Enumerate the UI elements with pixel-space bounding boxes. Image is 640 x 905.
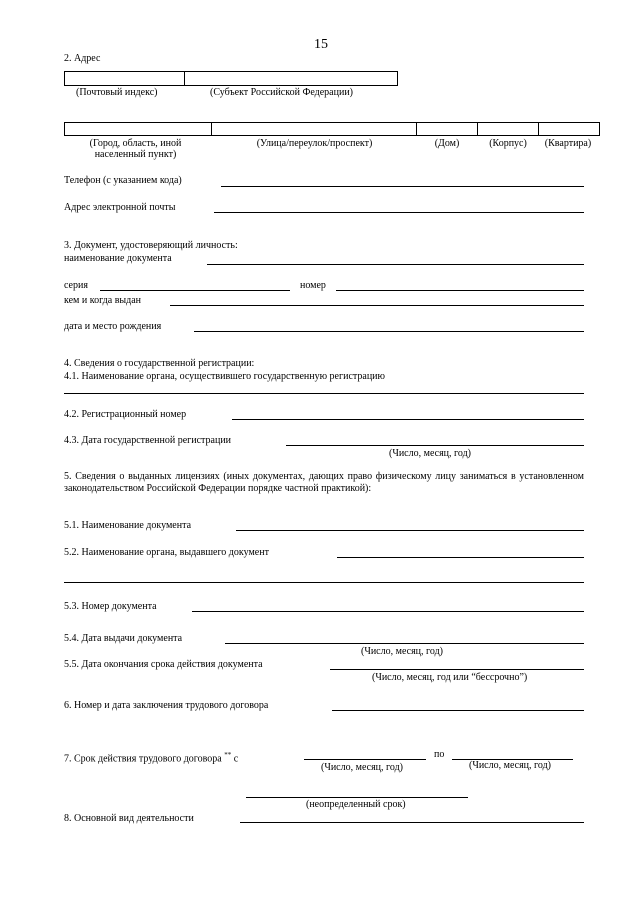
building-box[interactable] (477, 122, 539, 136)
building-caption: (Корпус) (489, 138, 527, 149)
license-doc-name-label: 5.1. Наименование документа (64, 520, 192, 531)
series-field[interactable] (100, 290, 290, 291)
section-address-heading: 2. Адрес (64, 53, 101, 64)
postal-code-caption: (Почтовый индекс) (76, 87, 158, 98)
section-registration-heading: 4. Сведения о государственной регистрации: (64, 358, 255, 369)
license-doc-name-field[interactable] (236, 530, 584, 531)
registration-date-label: 4.3. Дата государственной регистрации (64, 435, 232, 446)
license-issuer-field-2[interactable] (64, 582, 584, 583)
registration-organ-label: 4.1. Наименование органа, осуществившего государственную регистрацию (64, 371, 385, 382)
license-issue-date-label: 5.4. Дата выдачи документа (64, 633, 183, 644)
license-expiry-label: 5.5. Дата окончания срока действия документа (64, 659, 263, 670)
contract-number-date-label: 6. Номер и дата заключения трудового договора (64, 700, 269, 711)
series-label: серия (64, 280, 88, 291)
number-field[interactable] (336, 290, 584, 291)
issued-by-label: кем и когда выдан (64, 295, 142, 306)
section-licenses-heading: 5. Сведения о выданных лицензиях (иных документах, дающих право физическому лицу заниматься в установленном законодательством Российской Федерации порядке частной практикой): (64, 471, 584, 494)
apartment-box[interactable] (538, 122, 600, 136)
email-label: Адрес электронной почты (64, 202, 176, 213)
contract-from-caption: (Число, месяц, год) (321, 762, 403, 773)
main-activity-field[interactable] (240, 822, 584, 823)
license-issue-date-field[interactable] (225, 643, 584, 644)
license-issue-date-caption: (Число, месяц, год) (361, 646, 443, 657)
house-box[interactable] (416, 122, 478, 136)
number-label: номер (300, 280, 326, 291)
identity-doc-name-field[interactable] (207, 264, 584, 265)
identity-doc-name-label: наименование документа (64, 253, 172, 264)
city-caption: (Город, область, иной населенный пункт) (89, 138, 182, 160)
contract-from-field[interactable] (304, 759, 426, 760)
birth-field[interactable] (194, 331, 584, 332)
page-number: 15 (314, 37, 328, 52)
email-field[interactable] (214, 212, 584, 213)
postal-code-box[interactable] (64, 71, 185, 86)
section-identity-heading: 3. Документ, удостоверяющий личность: (64, 240, 238, 251)
contract-number-date-field[interactable] (332, 710, 584, 711)
house-caption: (Дом) (434, 138, 460, 149)
registration-date-field[interactable] (286, 445, 584, 446)
main-activity-label: 8. Основной вид деятельности (64, 813, 194, 824)
contract-indefinite-field[interactable] (246, 797, 468, 798)
street-box[interactable] (211, 122, 417, 136)
issued-by-field[interactable] (170, 305, 584, 306)
license-issuer-field[interactable] (337, 557, 584, 558)
license-issuer-label: 5.2. Наименование органа, выдавшего документ (64, 547, 269, 558)
registration-number-label: 4.2. Регистрационный номер (64, 409, 187, 420)
contract-indefinite-caption: (неопределенный срок) (306, 799, 406, 810)
contract-term-label (64, 751, 238, 764)
license-expiry-field[interactable] (330, 669, 584, 670)
birth-label: дата и место рождения (64, 321, 162, 332)
contract-to-caption: (Число, месяц, год) (469, 760, 551, 771)
license-expiry-caption: (Число, месяц, год или “бессрочно”) (372, 672, 528, 683)
phone-label: Телефон (с указанием кода) (64, 175, 182, 186)
license-number-field[interactable] (192, 611, 584, 612)
apartment-caption: (Квартира) (544, 138, 592, 149)
registration-number-field[interactable] (232, 419, 584, 420)
registration-date-caption: (Число, месяц, год) (389, 448, 471, 459)
registration-organ-field[interactable] (64, 393, 584, 394)
contract-from-label: с (233, 753, 239, 765)
street-caption: (Улица/переулок/проспект) (256, 138, 373, 149)
contract-to-label: по (434, 749, 445, 760)
subject-caption: (Субъект Российской Федерации) (210, 87, 354, 98)
license-number-label: 5.3. Номер документа (64, 601, 157, 612)
city-box[interactable] (64, 122, 212, 136)
contract-term-text: 7. Срок действия трудового договора (64, 753, 222, 765)
subject-box[interactable] (184, 71, 398, 86)
phone-field[interactable] (221, 186, 584, 187)
contract-term-footnote: ** (224, 751, 232, 759)
